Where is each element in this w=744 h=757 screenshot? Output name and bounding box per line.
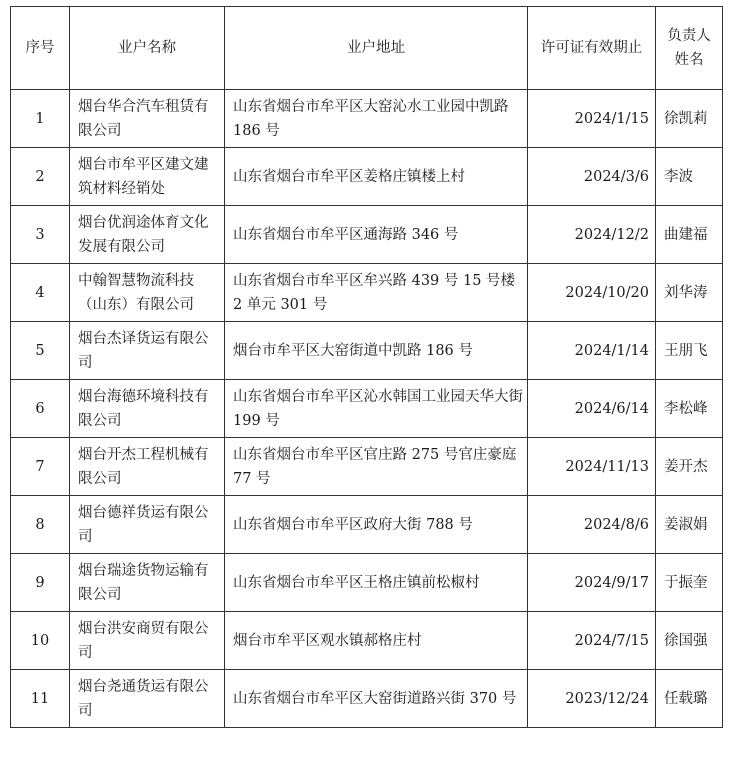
business-address: 山东省烟台市牟平区姜格庄镇楼上村 bbox=[225, 148, 528, 206]
row-number: 7 bbox=[11, 438, 70, 496]
business-address: 山东省烟台市牟平区沁水韩国工业园天华大街 199 号 bbox=[225, 380, 528, 438]
header-expiry: 许可证有效期止 bbox=[528, 7, 656, 90]
header-person bbox=[656, 7, 723, 90]
business-name: 烟台尧通货运有限公司 bbox=[70, 670, 225, 728]
responsible-person: 李松峰 bbox=[656, 380, 723, 438]
business-address: 烟台市牟平区观水镇郝格庄村 bbox=[225, 612, 528, 670]
row-number: 4 bbox=[11, 264, 70, 322]
table-row bbox=[11, 206, 723, 264]
license-expiry-date: 2024/1/14 bbox=[528, 322, 656, 380]
table-row bbox=[11, 90, 723, 148]
license-expiry-date: 2024/1/15 bbox=[528, 90, 656, 148]
business-name: 烟台杰译货运有限公司 bbox=[70, 322, 225, 380]
business-address: 山东省烟台市牟平区大窑街道路兴街 370 号 bbox=[225, 670, 528, 728]
row-number: 6 bbox=[11, 380, 70, 438]
row-number: 8 bbox=[11, 496, 70, 554]
license-expiry-date: 2024/6/14 bbox=[528, 380, 656, 438]
business-address: 山东省烟台市牟平区通海路 346 号 bbox=[225, 206, 528, 264]
table-row bbox=[11, 438, 723, 496]
responsible-person: 任载璐 bbox=[656, 670, 723, 728]
business-address: 山东省烟台市牟平区牟兴路 439 号 15 号楼 2 单元 301 号 bbox=[225, 264, 528, 322]
business-name: 烟台瑞途货物运输有限公司 bbox=[70, 554, 225, 612]
license-expiry-date: 2024/12/2 bbox=[528, 206, 656, 264]
license-expiry-date: 2024/3/6 bbox=[528, 148, 656, 206]
responsible-person: 徐国强 bbox=[656, 612, 723, 670]
table-row bbox=[11, 148, 723, 206]
table-row bbox=[11, 322, 723, 380]
row-number: 1 bbox=[11, 90, 70, 148]
license-expiry-date: 2024/8/6 bbox=[528, 496, 656, 554]
license-expiry-date: 2024/10/20 bbox=[528, 264, 656, 322]
table-row bbox=[11, 264, 723, 322]
responsible-person: 姜开杰 bbox=[656, 438, 723, 496]
business-name: 烟台优润途体育文化发展有限公司 bbox=[70, 206, 225, 264]
table-header-row bbox=[11, 7, 723, 90]
business-name: 烟台市牟平区建文建筑材料经销处 bbox=[70, 148, 225, 206]
responsible-person: 李波 bbox=[656, 148, 723, 206]
row-number: 9 bbox=[11, 554, 70, 612]
business-name: 烟台开杰工程机械有限公司 bbox=[70, 438, 225, 496]
responsible-person: 曲建福 bbox=[656, 206, 723, 264]
business-name: 烟台德祥货运有限公司 bbox=[70, 496, 225, 554]
license-expiry-date: 2023/12/24 bbox=[528, 670, 656, 728]
row-number: 11 bbox=[11, 670, 70, 728]
header-person-line1: 负责人 bbox=[667, 28, 711, 44]
header-no: 序号 bbox=[11, 7, 70, 90]
business-address: 山东省烟台市牟平区大窑沁水工业园中凯路 186 号 bbox=[225, 90, 528, 148]
row-number: 5 bbox=[11, 322, 70, 380]
header-name: 业户名称 bbox=[70, 7, 225, 90]
row-number: 3 bbox=[11, 206, 70, 264]
license-expiry-date: 2024/7/15 bbox=[528, 612, 656, 670]
business-name: 烟台洪安商贸有限公司 bbox=[70, 612, 225, 670]
row-number: 10 bbox=[11, 612, 70, 670]
business-address: 山东省烟台市牟平区王格庄镇前松椒村 bbox=[225, 554, 528, 612]
license-expiry-date: 2024/11/13 bbox=[528, 438, 656, 496]
business-address: 烟台市牟平区大窑街道中凯路 186 号 bbox=[225, 322, 528, 380]
header-person-line2: 姓名 bbox=[674, 52, 704, 68]
row-number: 2 bbox=[11, 148, 70, 206]
table-row bbox=[11, 670, 723, 728]
responsible-person: 徐凯莉 bbox=[656, 90, 723, 148]
business-name: 烟台海德环境科技有限公司 bbox=[70, 380, 225, 438]
responsible-person: 于振奎 bbox=[656, 554, 723, 612]
table-row bbox=[11, 496, 723, 554]
business-address: 山东省烟台市牟平区政府大街 788 号 bbox=[225, 496, 528, 554]
business-name: 烟台华合汽车租赁有限公司 bbox=[70, 90, 225, 148]
license-expiry-date: 2024/9/17 bbox=[528, 554, 656, 612]
header-address: 业户地址 bbox=[225, 7, 528, 90]
business-address: 山东省烟台市牟平区官庄路 275 号官庄豪庭 77 号 bbox=[225, 438, 528, 496]
responsible-person: 王朋飞 bbox=[656, 322, 723, 380]
responsible-person: 刘华涛 bbox=[656, 264, 723, 322]
responsible-person: 姜淑娟 bbox=[656, 496, 723, 554]
table-row bbox=[11, 612, 723, 670]
business-license-table bbox=[10, 6, 723, 728]
table-row bbox=[11, 380, 723, 438]
table-row bbox=[11, 554, 723, 612]
business-name: 中翰智慧物流科技（山东）有限公司 bbox=[70, 264, 225, 322]
